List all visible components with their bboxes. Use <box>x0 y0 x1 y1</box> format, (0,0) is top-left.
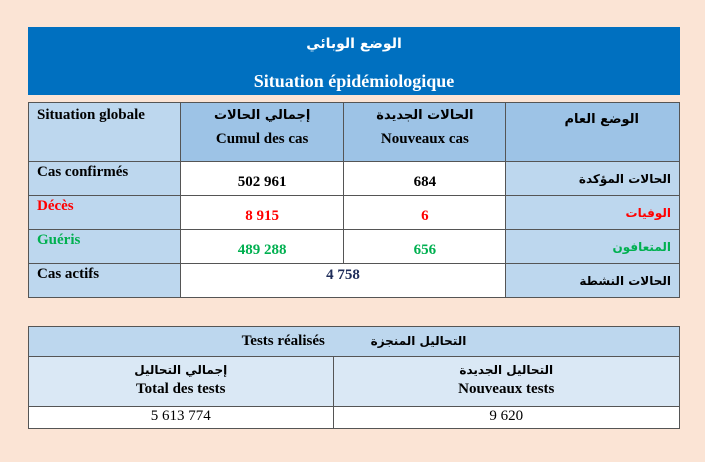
recovered-cumul: 489 288 <box>180 230 344 264</box>
table-row-active <box>29 264 680 298</box>
header-global-fr: Situation globale <box>29 103 181 162</box>
recovered-label-fr: Guéris <box>29 230 181 264</box>
tests-total-header <box>29 357 334 407</box>
tests-title-ar: التحاليل المنجزة <box>370 334 467 348</box>
confirmed-cumul: 502 961 <box>180 162 344 196</box>
header-new <box>344 103 506 162</box>
title-banner <box>28 27 680 95</box>
confirmed-label-ar: الحالات المؤكدة <box>506 162 680 196</box>
deaths-new: 6 <box>344 196 506 230</box>
header-global-ar-text: الوضع العام <box>564 112 639 127</box>
tests-title-row <box>29 327 680 357</box>
header-new-fr: Nouveaux cas <box>380 131 469 147</box>
title-french: Situation épidémiologique <box>253 71 455 91</box>
situation-table <box>28 102 680 298</box>
tests-new-header <box>333 357 679 407</box>
active-label-fr: Cas actifs <box>29 264 181 298</box>
header-new-ar: الحالات الجديدة <box>376 108 474 123</box>
active-label-ar: الحالات النشطة <box>506 264 680 298</box>
tests-new-ar: التحاليل الجديدة <box>459 363 554 377</box>
header-cumul <box>180 103 344 162</box>
tests-header-row <box>29 357 680 407</box>
tests-value-row <box>29 407 680 429</box>
situation-header-row <box>29 103 680 162</box>
header-global-ar <box>506 103 680 162</box>
table-row-recovered <box>29 230 680 264</box>
tests-total-fr: Total des tests <box>136 381 226 397</box>
deaths-cumul: 8 915 <box>180 196 344 230</box>
header-cumul-fr: Cumul des cas <box>215 131 309 147</box>
tests-title <box>29 327 680 357</box>
table-row-confirmed <box>29 162 680 196</box>
tests-total-ar: إجمالي التحاليل <box>134 363 228 377</box>
tests-new-value: 9 620 <box>333 407 679 429</box>
deaths-label-fr: Décès <box>29 196 181 230</box>
header-cumul-ar: إجمالي الحالات <box>213 108 311 123</box>
recovered-label-ar: المتعافون <box>506 230 680 264</box>
active-value: 4 758 <box>180 264 505 298</box>
tests-total-value: 5 613 774 <box>29 407 334 429</box>
recovered-new: 656 <box>344 230 506 264</box>
tests-title-fr: Tests réalisés <box>241 333 325 349</box>
title-arabic: الوضع الوبائي <box>306 36 402 52</box>
deaths-label-ar: الوفيات <box>506 196 680 230</box>
table-row-deaths <box>29 196 680 230</box>
confirmed-new: 684 <box>344 162 506 196</box>
confirmed-label-fr: Cas confirmés <box>29 162 181 196</box>
tests-new-fr: Nouveaux tests <box>458 381 555 397</box>
tests-table <box>28 326 680 429</box>
